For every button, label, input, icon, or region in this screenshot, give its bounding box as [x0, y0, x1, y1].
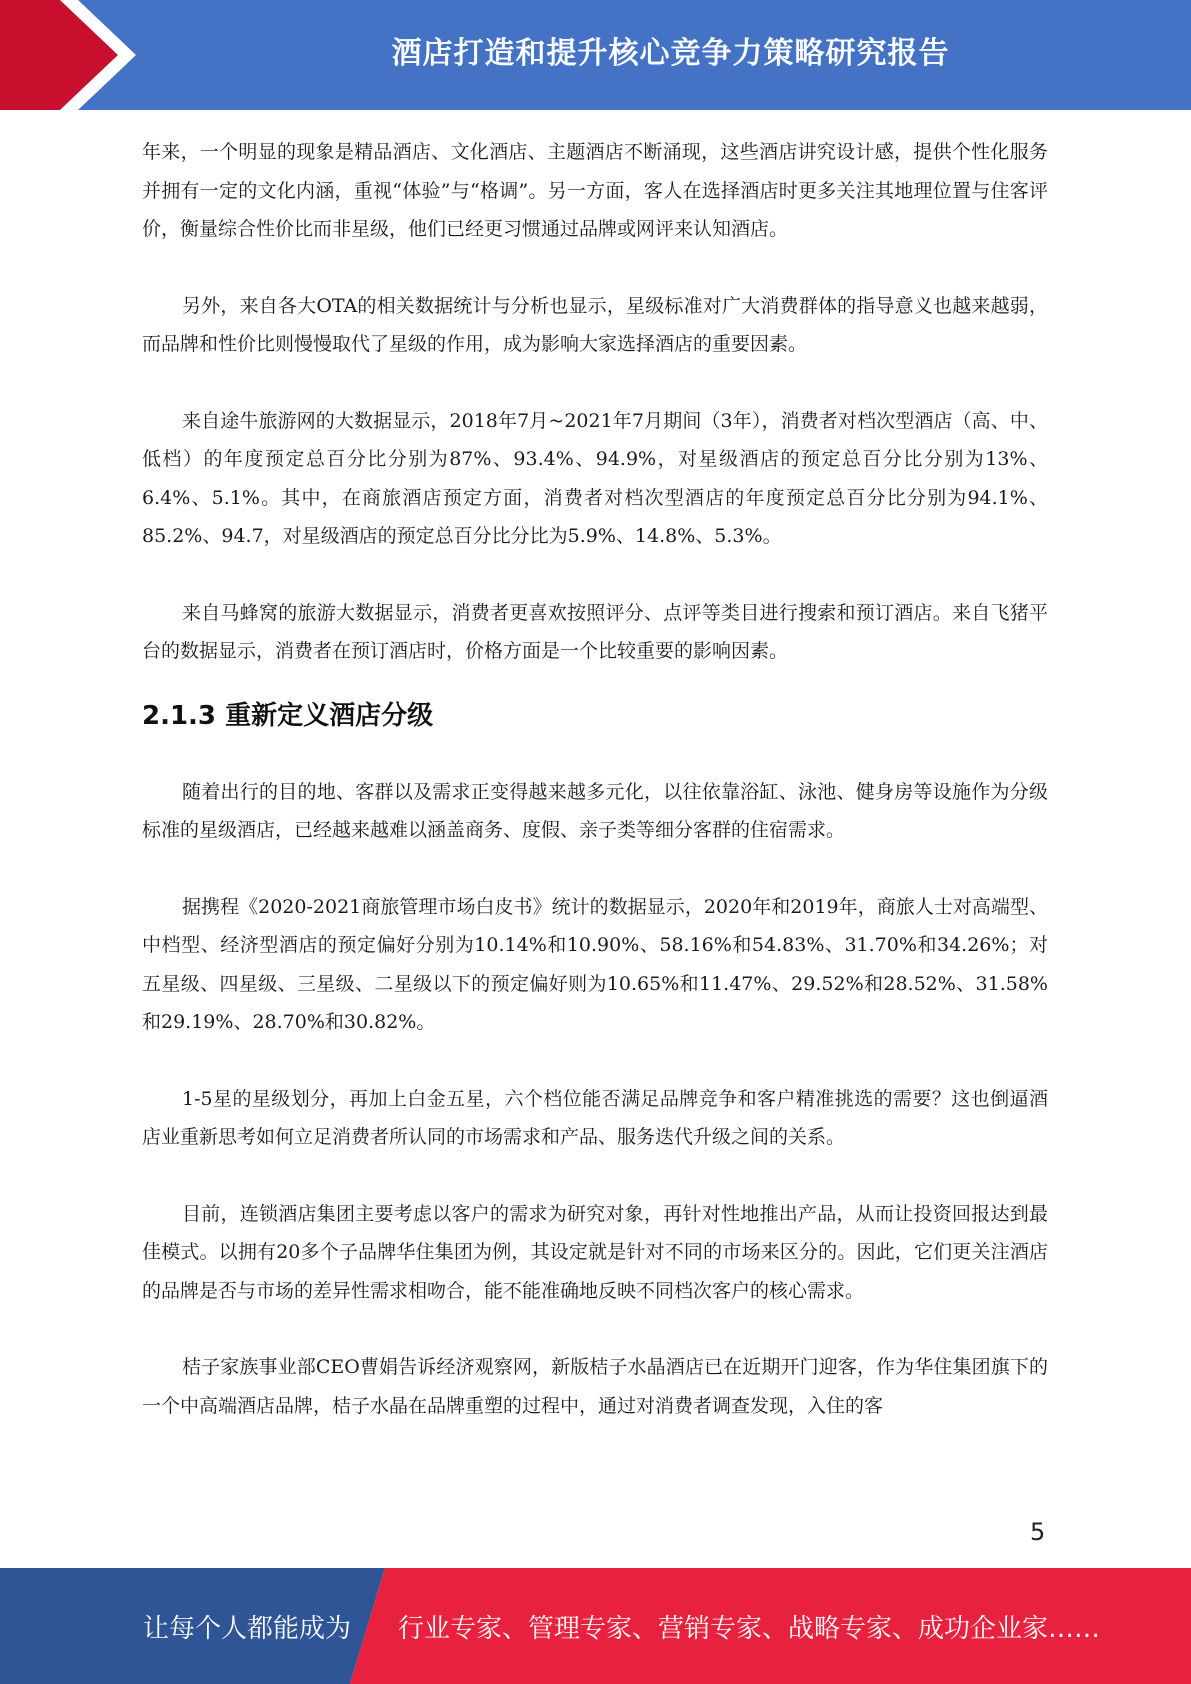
- paragraph-tuniu: 来自途牛旅游网的大数据显示，2018年7月~2021年7月期间（3年），消费者对档次型酒店（高、中、低档）的年度预定总百分比分别为87%、93.4%、94.9%，对星级酒店的预定总百分比分别为13%、6.4%、5.1%。其中，在商旅酒店预定方面，消费者对档次型酒店的年度预定总百分比分别为94.1%、85.2%、94.7，对星级酒店的预定总百分比分比为5.9%、14.8%、5.3%。: [142, 409, 1048, 547]
- footer-slogan-right: 行业专家、管理专家、营销专家、战略专家、成功企业家……: [398, 1613, 1101, 1644]
- page-number: 5: [1030, 1518, 1046, 1546]
- footer-bar: [0, 1568, 1191, 1684]
- paragraph-ota: 另外，来自各大OTA的相关数据统计与分析也显示，星级标准对广大消费群体的指导意义也越来越弱，而品牌和性价比则慢慢取代了星级的作用，成为影响大家选择酒店的重要因素。: [142, 294, 1048, 355]
- report-title: 酒店打造和提升核心竞争力策略研究报告: [391, 36, 950, 71]
- paragraph-ctrip: 据携程《2020-2021商旅管理市场白皮书》统计的数据显示，2020年和2019年，商旅人士对高端型、中档型、经济型酒店的预定偏好分别为10.14%和10.90%、58.16%和54.83%、31.70%和34.26%；对五星级、四星级、三星级、二星级以下的预定偏好则为10.65%和11.47%、29.52%和28.52%、31.58%和29.19%、28.70%和30.82%。: [142, 895, 1048, 1033]
- paragraph-star-rating: 1-5星的星级划分，再加上白金五星，六个档位能否满足品牌竞争和客户精准挑选的需要？这也倒逼酒店业重新思考如何立足消费者所认同的市场需求和产品、服务迭代升级之间的关系。: [142, 1087, 1048, 1148]
- paragraph-huazhu: 目前，连锁酒店集团主要考虑以客户的需求为研究对象，再针对性地推出产品，从而让投资回报达到最佳模式。以拥有20多个子品牌华住集团为例，其设定就是针对不同的市场来区分的。因此，它们更关注酒店的品牌是否与市场的差异性需求相吻合，能不能准确地反映不同档次客户的核心需求。: [142, 1202, 1048, 1302]
- header-bar: [0, 0, 1191, 110]
- paragraph-diversification: 随着出行的目的地、客群以及需求正变得越来越多元化，以往依靠浴缸、泳池、健身房等设施作为分级标准的星级酒店，已经越来越难以涵盖商务、度假、亲子类等细分客群的住宿需求。: [142, 780, 1048, 841]
- document-body: [142, 133, 1048, 1425]
- paragraph-orange-crystal: 桔子家族事业部CEO曹娟告诉经济观察网，新版桔子水晶酒店已在近期开门迎客，作为华住集团旗下的一个中高端酒店品牌，桔子水晶在品牌重塑的过程中，通过对消费者调查发现，入住的客: [142, 1356, 1048, 1417]
- header-arrow-decoration: [0, 0, 160, 110]
- section-heading: 2.1.3 重新定义酒店分级: [142, 700, 434, 731]
- paragraph-mafengwo: 来自马蜂窝的旅游大数据显示，消费者更喜欢按照评分、点评等类目进行搜索和预订酒店。来自飞猪平台的数据显示，消费者在预订酒店时，价格方面是一个比较重要的影响因素。: [142, 601, 1048, 662]
- paragraph-intro: 年来，一个明显的现象是精品酒店、文化酒店、主题酒店不断涌现，这些酒店讲究设计感，提供个性化服务并拥有一定的文化内涵，重视“体验”与“格调”。另一方面，客人在选择酒店时更多关注其地理位置与住客评价，衡量综合性价比而非星级，他们已经更习惯通过品牌或网评来认知酒店。: [142, 141, 1048, 240]
- footer-slogan-left: 让每个人都能成为: [143, 1613, 352, 1644]
